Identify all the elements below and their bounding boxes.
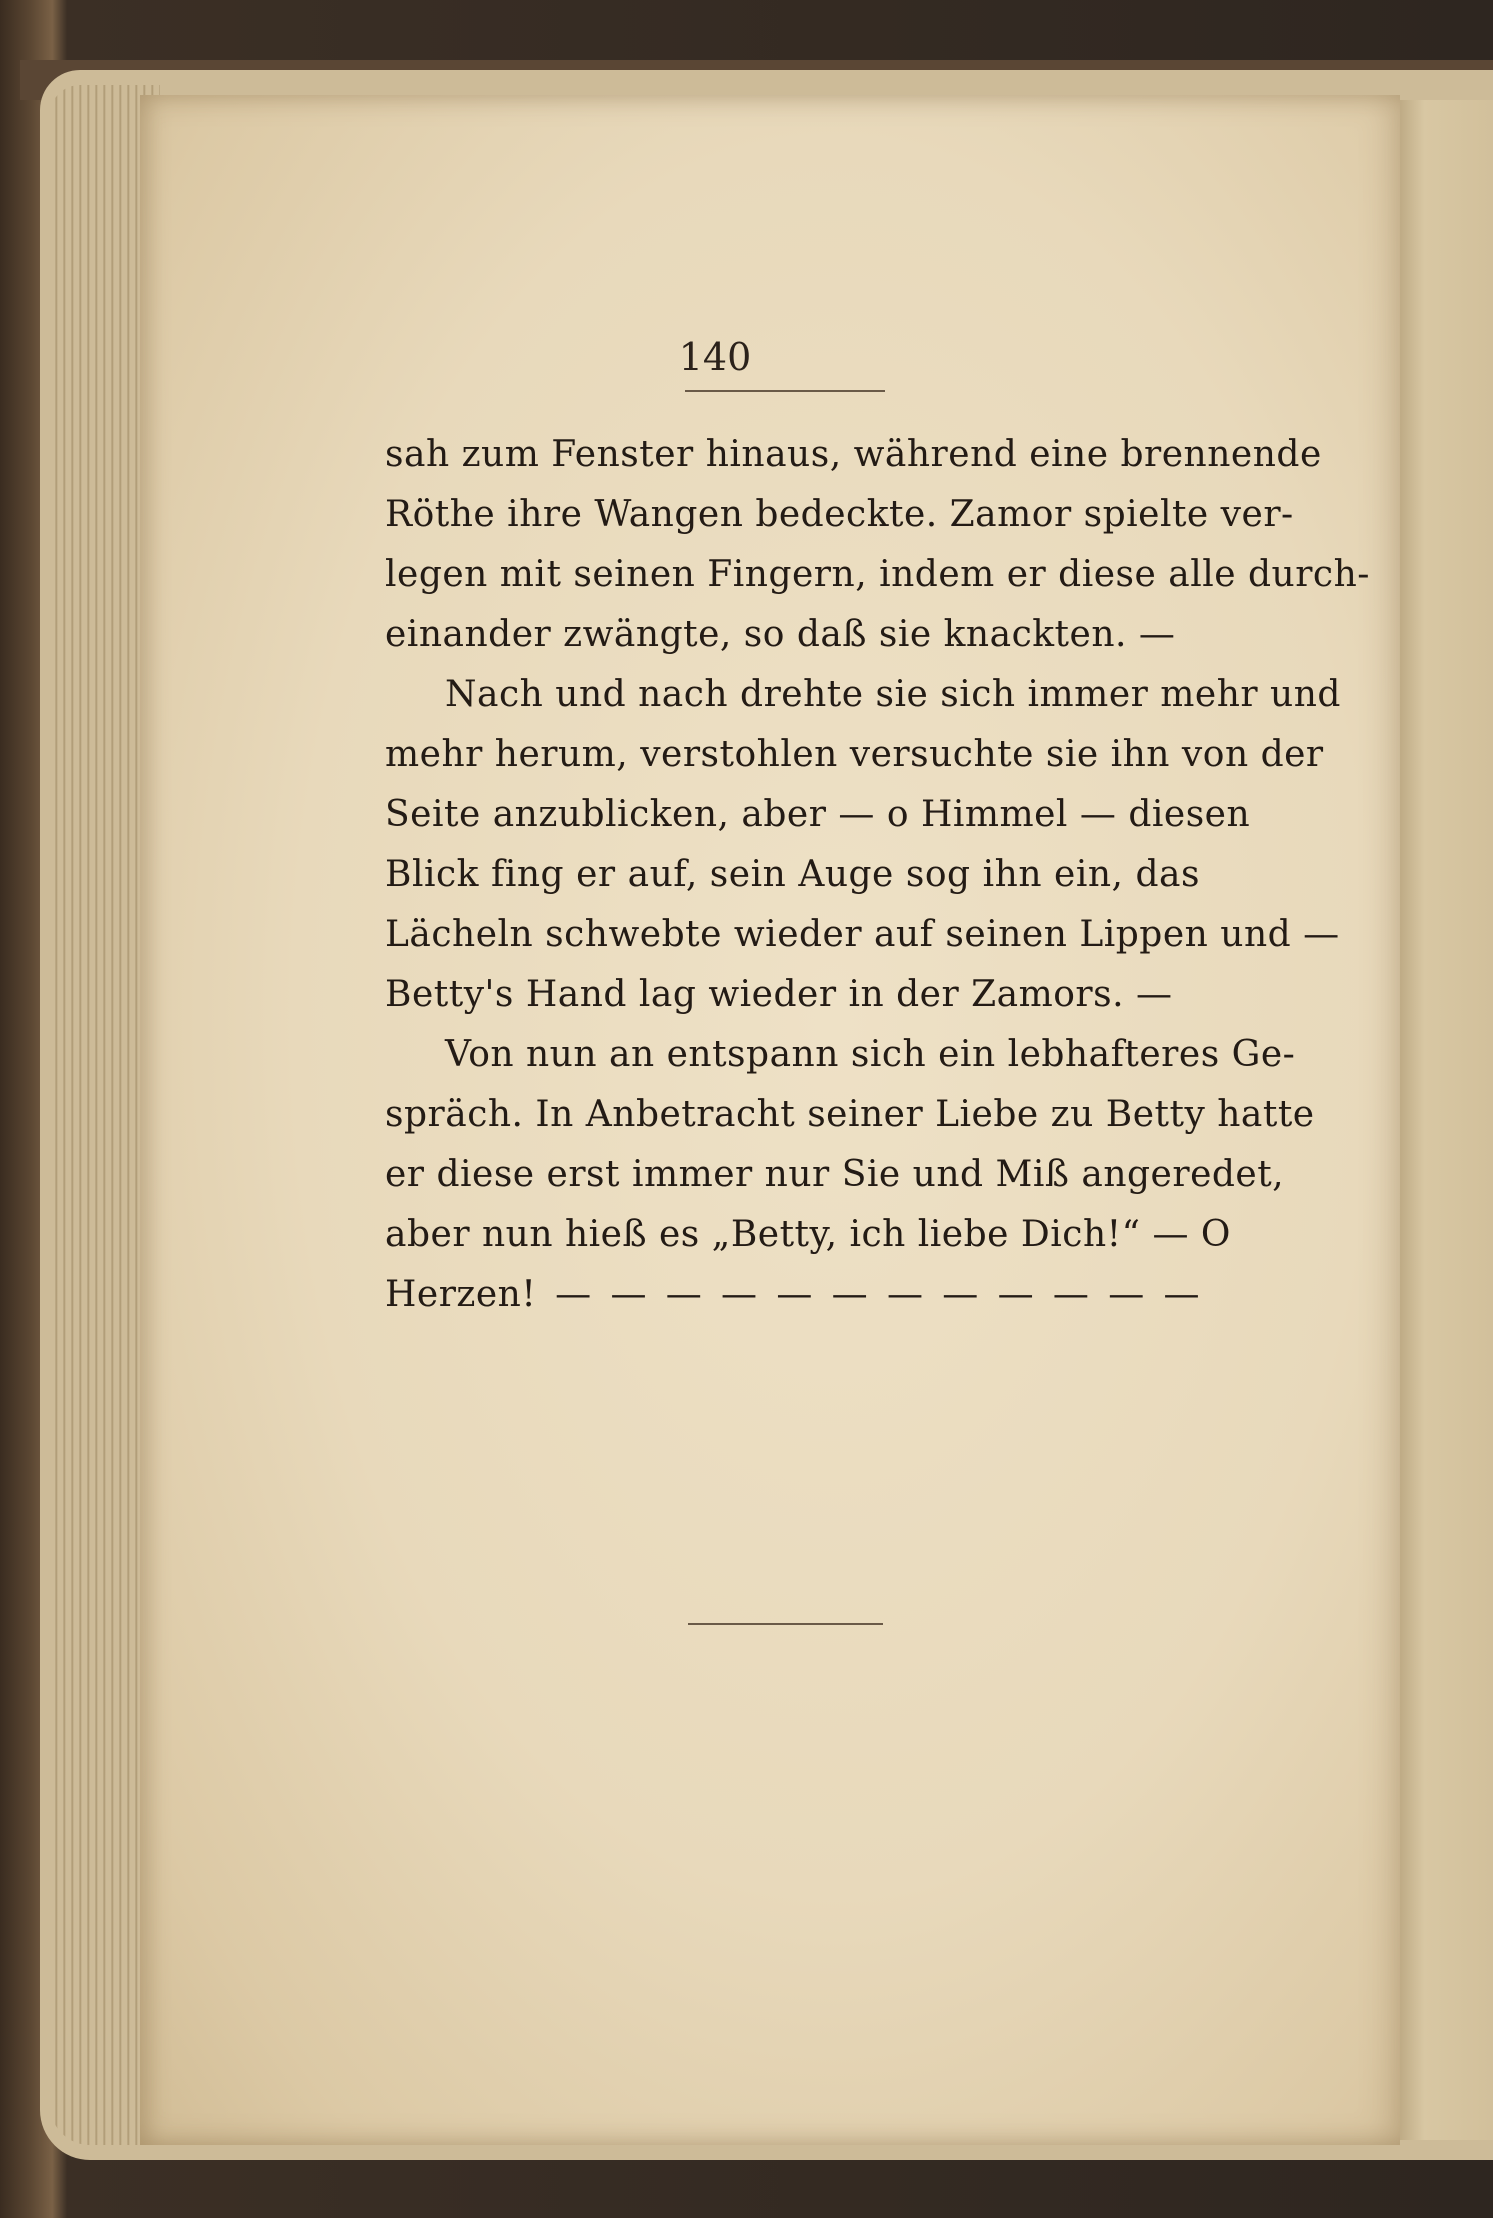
text-line: aber nun hieß es „Betty, ich liebe Dich!“ — O — [385, 1214, 1231, 1255]
text-line: legen mit seinen Fingern, indem er diese alle durch- — [385, 554, 1370, 595]
text-line: Betty's Hand lag wieder in der Zamors. — — [385, 974, 1173, 1015]
section-end-rule — [688, 1623, 883, 1625]
facing-page-edge — [1395, 100, 1493, 2140]
text-line: einander zwängte, so daß sie knackten. — — [385, 614, 1176, 655]
text-line: Lächeln schwebte wieder auf seinen Lippen und — — [385, 914, 1340, 955]
text-line: Seite anzublicken, aber — o Himmel — diesen — [385, 794, 1251, 835]
text-line: Herzen! — — — — — — — — — — — — — [385, 1274, 1200, 1315]
text-line: Blick fing er auf, sein Auge sog ihn ein, das — [385, 854, 1200, 895]
header-rule — [685, 390, 885, 392]
book-page — [140, 95, 1400, 2145]
text-line: mehr herum, verstohlen versuchte sie ihn von der — [385, 734, 1324, 775]
text-line: Nach und nach drehte sie sich immer mehr und — [445, 674, 1341, 715]
text-line: Röthe ihre Wangen bedeckte. Zamor spielte ver- — [385, 494, 1294, 535]
text-line: er diese erst immer nur Sie und Miß angeredet, — [385, 1154, 1285, 1195]
text-line: Von nun an entspann sich ein lebhafteres Ge- — [445, 1034, 1296, 1075]
text-line: spräch. In Anbetracht seiner Liebe zu Betty hatte — [385, 1094, 1315, 1135]
page-number: 140 — [678, 335, 752, 379]
text-line: sah zum Fenster hinaus, während eine brennende — [385, 434, 1322, 475]
body-text — [385, 425, 1370, 1325]
